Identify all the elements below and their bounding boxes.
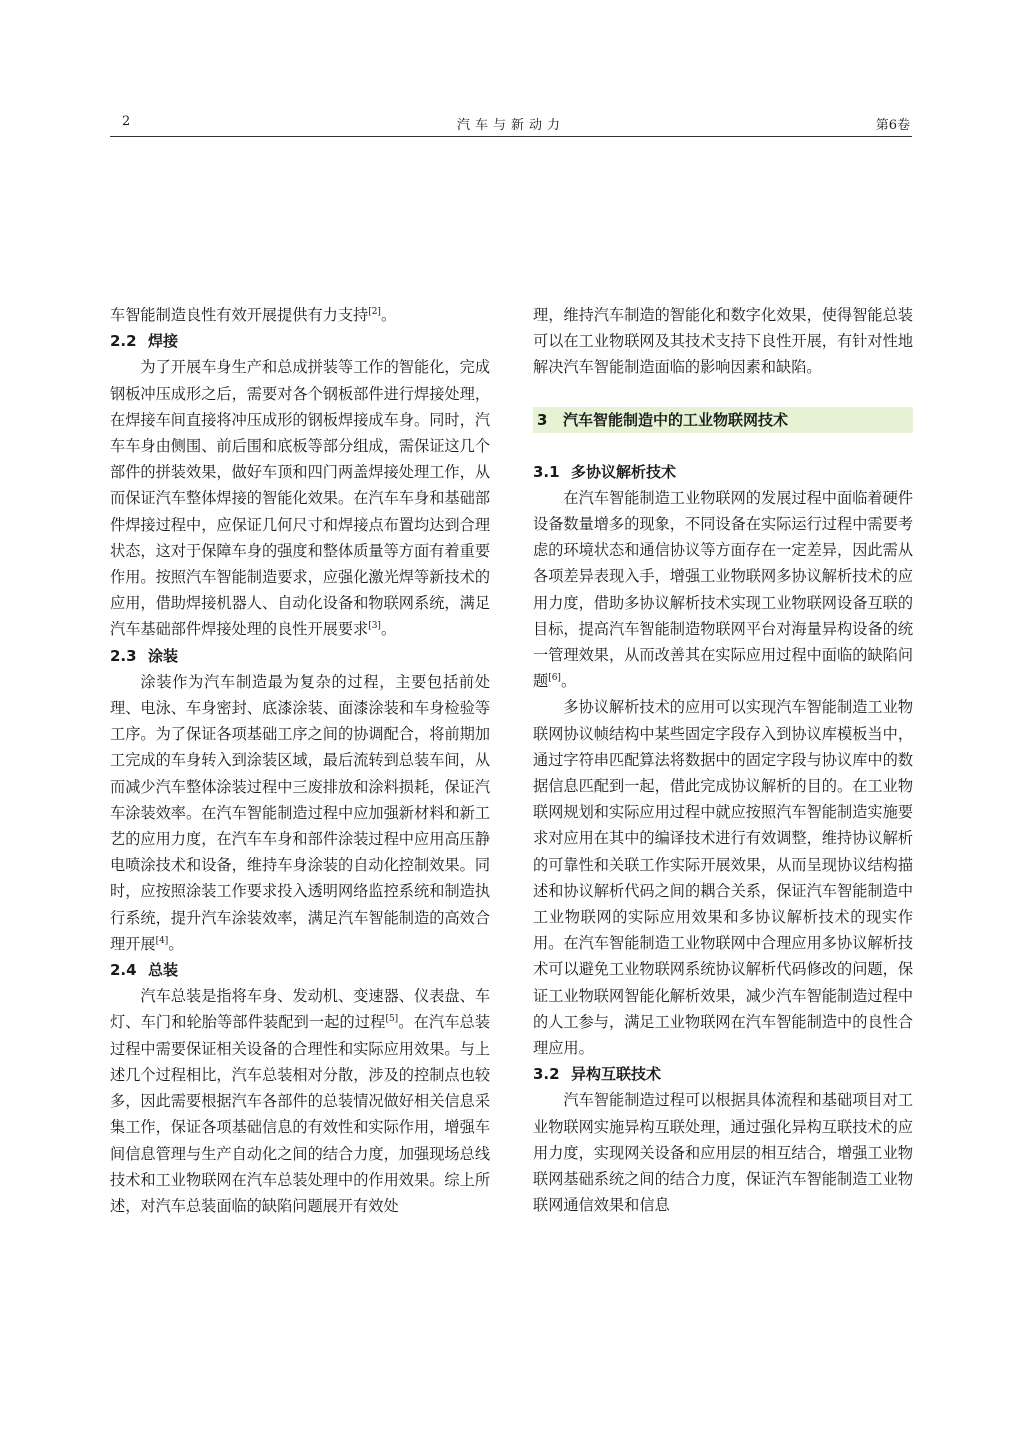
volume-label: 第6卷 [875, 118, 910, 133]
section-heading-2-4: 2.4 总装 [110, 961, 179, 980]
paragraph-welding: 为了开展车身生产和总成拼装等工作的智能化，完成钢板冲压成形之后，需要对各个钢板部件进行焊接处理，在焊接车间直接将冲压成形的钢板焊接成车身。同时，汽车车身由侧围、前后围和底板等部分组成，需保证这几个部件的拼装效果，做好车顶和四门两盖焊接处理工作，从而保证汽车整体焊接的智能化效果。在汽车车身和基础部件焊接过程中，应保证几何尺寸和焊接点布置均达到合理状态，这对于保障车身的强度和整体质量等方面有着重要作用。按照汽车智能制造要求，应强化激光焊等新技术的应用，借助焊接机器人、自动化设备和物联网系统，满足汽车基础部件焊接处理的良性开展要求[3]。 [110, 358, 490, 639]
citation: [3] [368, 621, 381, 632]
paragraph-heterogeneous: 汽车智能制造过程可以根据具体流程和基础项目对工业物联网实施异构互联处理，通过强化异构互联技术的应用力度，实现网关设备和应用层的相互结合，增强工业物联网基础系统之间的结合力度，保证汽车智能制造工业物联网通信效果和信息 [533, 1091, 913, 1215]
paragraph-protocol-b: 多协议解析技术的应用可以实现汽车智能制造工业物联网协议帧结构中某些固定字段存入到协议库模板当中，通过字符串匹配算法将数据中的固定字段与协议库中的数据信息匹配到一起，借此完成协议解析的目的。在工业物联网规划和实际应用过程中就应按照汽车智能制造实施要求对应用在其中的编译技术进行有效调整，维持协议解析的可靠性和关联工作实际开展效果，从而呈现协议结构描述和协议解析代码之间的耦合关系，保证汽车智能制造中工业物联网的实际应用效果和多协议解析技术的现实作用。在汽车智能制造工业物联网中合理应用多协议解析技术可以避免工业物联网系统协议解析代码修改的问题，保证工业物联网智能化解析效果，减少汽车智能制造过程中的人工参与，满足工业物联网在汽车智能制造中的良性合理应用。 [533, 698, 913, 1058]
section-heading-2-2: 2.2 焊接 [110, 332, 179, 351]
page-number: 2 [122, 114, 131, 129]
section-heading-2-3: 2.3 涂装 [110, 646, 179, 665]
section-heading-3: 3 汽车智能制造中的工业物联网技术 [533, 407, 913, 433]
right-column [533, 302, 913, 1219]
citation: [4] [155, 935, 169, 946]
paragraph-intro: 车智能制造良性有效开展提供有力支持[2]。 [110, 306, 397, 324]
paragraph-assembly: 汽车总装是指将车身、发动机、变速器、仪表盘、车灯、车门和轮胎等部件装配到一起的过程[5]。在汽车总装过程中需要保证相关设备的合理性和实际应用效果。与上述几个过程相比，汽车总装相对分散，涉及的控制点也较多，因此需要根据汽车各部件的总装情况做好相关信息采集工作，保证各项基础信息的有效性和实际作用，增强车间信息管理与生产自动化之间的结合力度，加强现场总线技术和工业物联网在汽车总装处理中的作用效果。综上所述，对汽车总装面临的缺陷问题展开有效处 [110, 987, 491, 1215]
paragraph-protocol-a: 在汽车智能制造工业物联网的发展过程中面临着硬件设备数量增多的现象，不同设备在实际运行过程中需要考虑的环境状态和通信协议等方面存在一定差异，因此需从各项差异表现入手，增强工业物联网多协议解析技术的应用力度，借助多协议解析技术实现工业物联网设备互联的目标，提高汽车智能制造物联网平台对海量异构设备的统一管理效果，从而改善其在实际应用过程中面临的缺陷问题[6]。 [533, 488, 913, 691]
citation: [5] [385, 1014, 399, 1025]
page-header [110, 112, 912, 137]
journal-title: 汽车与新动力 [456, 118, 565, 133]
section-heading-3-2: 3.2 异构互联技术 [533, 1065, 662, 1084]
citation: [6] [548, 673, 561, 684]
paragraph-continued: 理，维持汽车制造的智能化和数字化效果，使得智能总装可以在工业物联网及其技术支持下良性开展，有针对性地解决汽车智能制造面临的影响因素和缺陷。 [533, 306, 913, 377]
citation: [2] [368, 306, 381, 317]
left-column [110, 302, 490, 1219]
paragraph-painting: 涂装作为汽车制造最为复杂的过程，主要包括前处理、电泳、车身密封、底漆涂装、面漆涂装和车身检验等工序。为了保证各项基础工序之间的协调配合，将前期加工完成的车身转入到涂装区域，最后流转到总装车间，从而减少汽车整体涂装过程中三废排放和涂料损耗，保证汽车涂装效率。在汽车智能制造过程中应加强新材料和新工艺的应用力度，在汽车车身和部件涂装过程中应用高压静电喷涂技术和设备，维持车身涂装的自动化控制效果。同时，应按照涂装工作要求投入透明网络监控系统和制造执行系统，提升汽车涂装效率，满足汽车智能制造的高效合理开展[4]。 [110, 672, 490, 953]
section-heading-3-1: 3.1 多协议解析技术 [533, 462, 677, 481]
